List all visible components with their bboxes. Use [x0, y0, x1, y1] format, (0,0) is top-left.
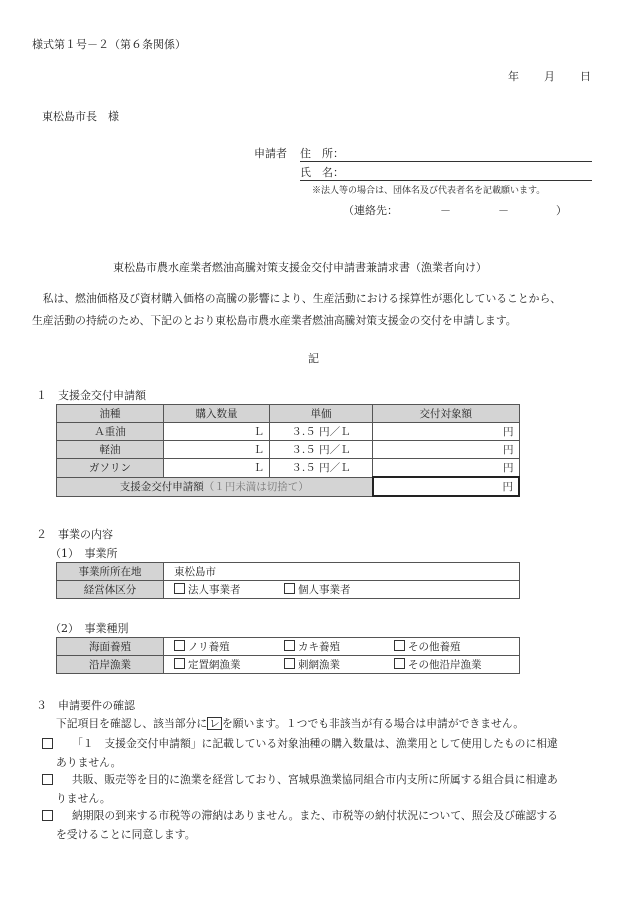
kind-option[interactable] — [284, 639, 394, 654]
requirement-line1: 共販、販売等を目的に漁業を経営しており、宮城県漁業協同組合市内支所に所属する組合員に相違あ — [72, 773, 558, 786]
address-field[interactable] — [300, 145, 592, 162]
kind-option[interactable] — [174, 639, 284, 654]
checkbox-icon[interactable] — [394, 640, 405, 651]
checkbox-icon[interactable] — [42, 738, 53, 749]
option-label: 刺網漁業 — [298, 659, 340, 671]
option-label: 法人事業者 — [188, 584, 241, 596]
total-note: （１円未満は切捨て） — [203, 481, 309, 493]
ki-heading: 記 — [308, 352, 319, 365]
instruction-post: を願います。１つでも非該当が有る場合は申請ができません。 — [221, 717, 525, 730]
header-unit-price: 単価 — [270, 405, 373, 423]
location-label: 事業所所在地 — [57, 563, 164, 581]
intro-line-1: 私は、燃油価格及び資材購入価格の高騰の影響により、生産活動における採算性が悪化していることから、 — [32, 292, 562, 305]
section2-sub1: （1） 事業所 — [50, 547, 118, 560]
entity-corporate[interactable] — [174, 582, 284, 597]
amount-input[interactable] — [373, 459, 520, 478]
quantity-unit: Ｌ — [253, 444, 264, 456]
option-label: 個人事業者 — [298, 584, 351, 596]
quantity-unit: Ｌ — [253, 462, 264, 475]
checkbox-icon[interactable] — [394, 658, 405, 669]
total-unit: 円 — [502, 481, 513, 493]
date-day: 日 — [580, 70, 591, 83]
total-amount-input[interactable] — [373, 477, 520, 496]
form-id: 様式第１号－２（第６条関係） — [32, 38, 186, 51]
checkbox-icon[interactable] — [284, 640, 295, 651]
header-amount: 交付対象額 — [373, 405, 520, 423]
amount-input[interactable] — [373, 423, 520, 441]
kind-label: 沿岸漁業 — [57, 656, 164, 674]
checkbox-icon[interactable] — [42, 810, 53, 821]
total-label: 支援金交付申請額 — [119, 481, 204, 493]
option-label: ノリ養殖 — [188, 641, 230, 653]
applicant-label: 申請者 — [254, 147, 287, 160]
contact-label: （連絡先： — [343, 204, 398, 217]
checkbox-icon[interactable] — [42, 774, 53, 785]
contact-dash-2: － — [498, 204, 509, 217]
requirement-line1: 「１ 支援金交付申請額」に記載している対象油種の購入数量は、漁業用として使用したものに相違 — [72, 737, 558, 750]
quantity-input[interactable] — [164, 423, 270, 441]
entity-individual[interactable] — [284, 584, 351, 596]
amount-unit: 円 — [503, 444, 514, 456]
name-field[interactable] — [300, 164, 592, 181]
check-mark-icon: レ — [209, 717, 220, 730]
kind-option[interactable] — [284, 657, 394, 672]
entity-label: 経営体区分 — [57, 581, 164, 599]
quantity-input[interactable] — [164, 441, 270, 459]
requirement-line2: りません。 — [56, 792, 111, 805]
section2-sub2: （2） 事業種別 — [50, 622, 129, 635]
amount-unit: 円 — [503, 426, 514, 438]
checkbox-icon[interactable] — [174, 658, 185, 669]
option-label: その他養殖 — [408, 641, 461, 653]
contact-close: ） — [556, 204, 567, 217]
date-month: 月 — [544, 70, 555, 83]
kind-option[interactable] — [174, 657, 284, 672]
kind-option[interactable] — [394, 641, 461, 653]
quantity-unit: Ｌ — [253, 426, 264, 438]
kind-label: 海面養殖 — [57, 638, 164, 656]
table-row — [57, 423, 520, 441]
option-label: 定置網漁業 — [188, 659, 241, 671]
instruction-pre: 下記項目を確認し、該当部分に — [56, 717, 208, 730]
unit-price: ３.５ 円／Ｌ — [270, 441, 373, 459]
business-site-table — [56, 562, 520, 599]
checkbox-icon[interactable] — [284, 658, 295, 669]
amount-unit: 円 — [503, 462, 514, 474]
requirement-line2: を受けることに同意します。 — [56, 828, 196, 841]
fuel-name: 軽油 — [57, 441, 164, 459]
fuel-name: Ａ重油 — [57, 423, 164, 441]
section1-heading: １ 支援金交付申請額 — [36, 389, 146, 402]
requirement-line2: ありません。 — [56, 756, 122, 769]
intro-line-2: 生産活動の持続のため、下記のとおり東松島市農水産業者燃油高騰対策支援金の交付を申請します。 — [32, 314, 517, 327]
checkbox-icon[interactable] — [174, 640, 185, 651]
fuel-name: ガソリン — [57, 459, 164, 478]
table-row — [57, 459, 520, 478]
name-label: 氏 名： — [300, 166, 344, 179]
section3-instruction — [56, 716, 524, 731]
total-label-cell — [57, 477, 373, 496]
applicant-note: ※法人等の場合は、団体名及び代表者名を記載願います。 — [312, 186, 546, 196]
document-title: 東松島市農水産業者燃油高騰対策支援金交付申請書兼請求書（漁業者向け） — [113, 261, 487, 274]
header-quantity: 購入数量 — [164, 405, 270, 423]
location-value[interactable]: 東松島市 — [164, 563, 520, 581]
kind-option[interactable] — [394, 659, 482, 671]
unit-price: ３.５ 円／Ｌ — [270, 423, 373, 441]
table-row — [57, 441, 520, 459]
address-label: 住 所： — [300, 147, 344, 160]
date-year: 年 — [508, 70, 519, 83]
addressee: 東松島市長 様 — [42, 110, 119, 123]
total-row — [57, 477, 520, 496]
option-label: カキ養殖 — [298, 641, 340, 653]
section2-heading: ２ 事業の内容 — [36, 528, 113, 541]
header-fuel: 油種 — [57, 405, 164, 423]
unit-price: ３.５ 円／Ｌ — [270, 459, 373, 478]
option-label: その他沿岸漁業 — [408, 659, 482, 671]
checkbox-icon[interactable] — [174, 583, 185, 594]
contact-dash-1: － — [440, 204, 451, 217]
application-amount-table — [56, 404, 520, 497]
checkbox-icon[interactable] — [284, 583, 295, 594]
business-type-table — [56, 637, 520, 674]
requirement-line1: 納期限の到来する市税等の滞納はありません。また、市税等の納付状況について、照会及び確認する — [72, 809, 559, 822]
section3-heading: ３ 申請要件の確認 — [36, 699, 135, 712]
quantity-input[interactable] — [164, 459, 270, 478]
amount-input[interactable] — [373, 441, 520, 459]
